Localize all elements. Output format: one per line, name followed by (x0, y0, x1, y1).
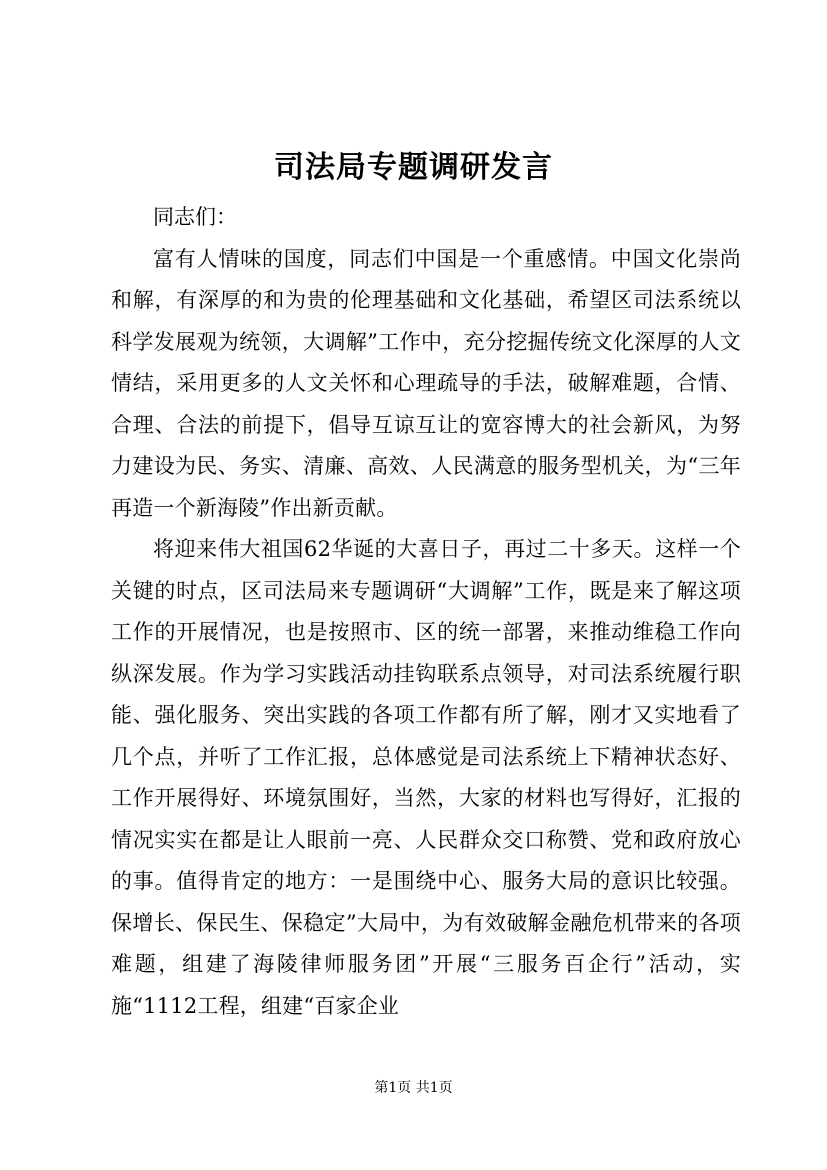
paragraph-2: 将迎来伟大祖国62华诞的大喜日子，再过二十多天。这样一个关键的时点，区司法局来专题调研“大调解”工作，既是来了解这项工作的开展情况，也是按照市、区的统一部署，来推动维稳工作向纵深发展。作为学习实践活动挂钩联系点领导，对司法系统履行职能、强化服务、突出实践的各项工作都有所了解，刚才又实地看了几个点，并听了工作汇报，总体感觉是司法系统上下精神状态好、工作开展得好、环境氛围好，当然，大家的材料也写得好，汇报的情况实实在都是让人眼前一亮、人民群众交口称赞、党和政府放心的事。值得肯定的地方：一是围绕中心、服务大局的意识比较强。保增长、保民生、保稳定”大局中，为有效破解金融危机带来的各项难题，组建了海陵律师服务团”开展“三服务百企行”活动，实施“1112工程，组建“百家企业 (111, 537, 741, 1018)
document-title: 司法局专题调研发言 (274, 150, 553, 185)
page-footer: 第1页 共1页 (374, 1080, 453, 1096)
salutation: 同志们： (153, 205, 237, 229)
paragraph-1: 富有人情味的国度，同志们中国是一个重感情。中国文化崇尚和解，有深厚的和为贵的伦理基础和文化基础，希望区司法系统以科学发展观为统领，大调解”工作中，充分挖掘传统文化深厚的人文情结，采用更多的人文关怀和心理疏导的手法，破解难题，合情、合理、合法的前提下，倡导互谅互让的宽容博大的社会新风，为努力建设为民、务实、清廉、高效、人民满意的服务型机关，为“三年再造一个新海陵”作出新贡献。 (111, 246, 741, 520)
document-body (111, 197, 741, 1027)
